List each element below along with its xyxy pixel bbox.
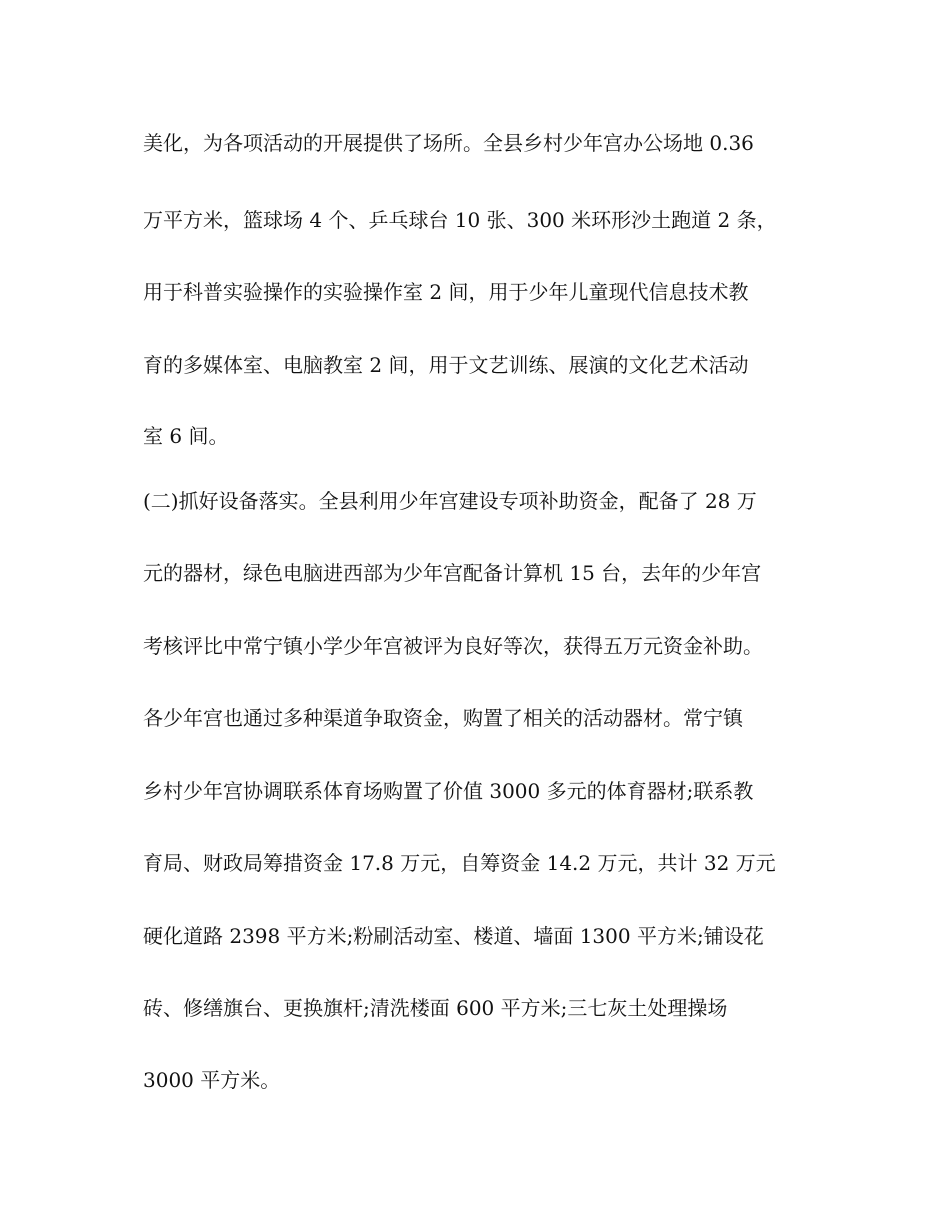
text-line: (二)抓好设备落实。全县利用少年宫建设专项补助资金，配备了 28 万: [143, 489, 757, 513]
text-line: 乡村少年宫协调联系体育场购置了价值 3000 多元的体育器材;联系教: [143, 779, 754, 803]
text-line: 砖、修缮旗台、更换旗杆;清洗楼面 600 平方米;三七灰土处理操场: [143, 996, 728, 1020]
text-line: 美化，为各项活动的开展提供了场所。全县乡村少年宫办公场地 0.36: [143, 131, 754, 155]
text-line: 室 6 间。: [143, 424, 229, 448]
text-line: 3000 平方米。: [143, 1068, 281, 1092]
text-line: 考核评比中常宁镇小学少年宫被评为良好等次，获得五万元资金补助。: [143, 634, 763, 658]
text-line: 各少年宫也通过多种渠道争取资金，购置了相关的活动器材。常宁镇: [143, 706, 743, 730]
text-line: 万平方米，篮球场 4 个、乒乓球台 10 张、300 米环形沙土跑道 2 条，: [143, 208, 777, 232]
text-line: 育的多媒体室、电脑教室 2 间，用于文艺训练、展演的文化艺术活动: [143, 353, 749, 377]
text-line: 硬化道路 2398 平方米;粉刷活动室、楼道、墙面 1300 平方米;铺设花: [143, 924, 764, 948]
text-line: 育局、财政局筹措资金 17.8 万元，自筹资金 14.2 万元，共计 32 万元: [143, 851, 776, 875]
text-line: 元的器材，绿色电脑进西部为少年宫配备计算机 15 台，去年的少年宫: [143, 561, 762, 585]
text-line: 用于科普实验操作的实验操作室 2 间，用于少年儿童现代信息技术教: [143, 280, 749, 304]
